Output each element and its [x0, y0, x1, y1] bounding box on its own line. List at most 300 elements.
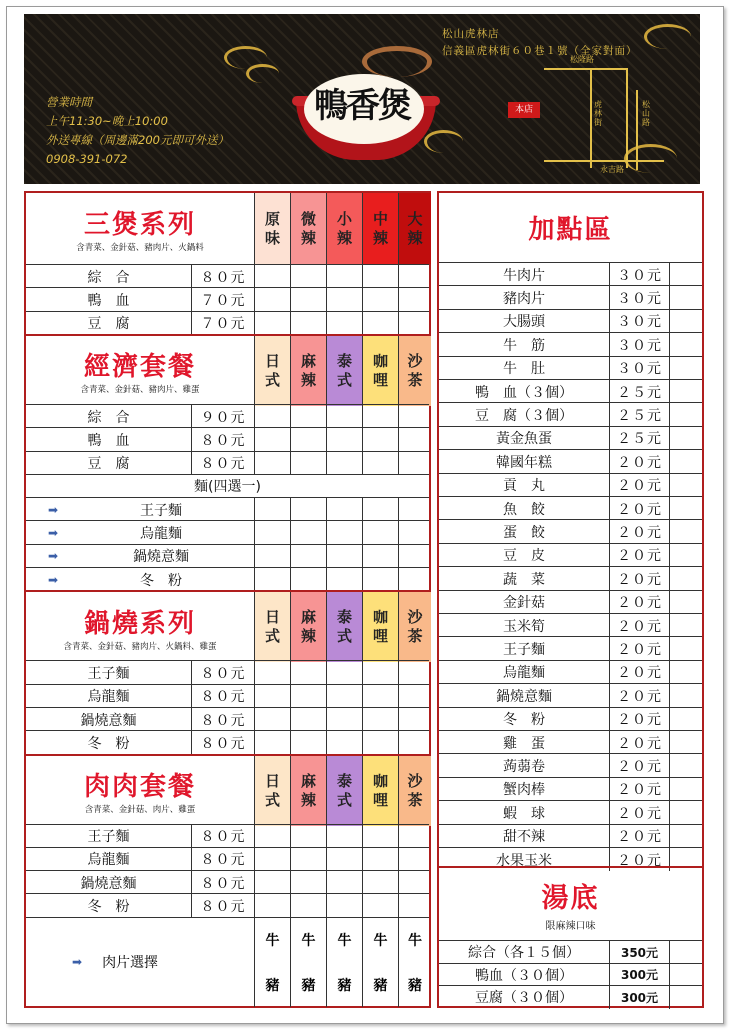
order-checkbox[interactable] [669, 778, 702, 801]
addon-price: ２５元 [609, 403, 669, 426]
item-price: ８０元 [191, 871, 254, 894]
order-checkbox[interactable] [290, 498, 326, 521]
order-checkbox[interactable] [669, 450, 702, 473]
addon-row [439, 332, 702, 356]
flavor-header: 泰式 [326, 756, 362, 826]
order-checkbox[interactable] [398, 405, 431, 428]
order-checkbox[interactable] [290, 545, 326, 568]
order-checkbox[interactable] [254, 452, 290, 475]
menu-row [26, 264, 429, 288]
order-checkbox[interactable] [398, 731, 431, 754]
order-checkbox[interactable] [398, 848, 431, 871]
order-checkbox[interactable] [326, 825, 362, 848]
soup-name: 綜合（各１５個） [468, 945, 580, 962]
addons-title: 加點區 [528, 215, 613, 245]
flavor-header: 日式 [254, 336, 290, 406]
addon-row [439, 824, 702, 848]
item-name: 王子麵 [87, 829, 130, 846]
menu-row [26, 287, 429, 311]
order-checkbox[interactable] [362, 871, 398, 894]
order-checkbox[interactable] [669, 986, 702, 1009]
menu-row [26, 824, 429, 848]
meat-option-beef[interactable]: 牛 [408, 933, 422, 949]
order-checkbox[interactable] [398, 545, 431, 568]
order-checkbox[interactable] [290, 685, 326, 708]
addon-price: ２０元 [609, 497, 669, 520]
order-checkbox[interactable] [669, 591, 702, 614]
addon-price: ３０元 [609, 333, 669, 356]
soup-name: 豆腐（３０個） [475, 990, 573, 1007]
order-checkbox[interactable] [398, 288, 431, 311]
soup-subtitle: 限麻辣口味 [545, 921, 596, 932]
order-checkbox[interactable] [362, 405, 398, 428]
addon-price: ３０元 [609, 310, 669, 333]
addon-price: ２０元 [609, 754, 669, 777]
order-checkbox[interactable] [362, 685, 398, 708]
addon-row [439, 379, 702, 403]
order-checkbox[interactable] [398, 871, 431, 894]
order-checkbox[interactable] [669, 801, 702, 824]
addon-price: ２０元 [609, 708, 669, 731]
addon-row [439, 566, 702, 590]
section-title: 肉肉套餐 [83, 772, 196, 802]
store-address: 信義區虎林街６０巷１號（全家對面） [442, 45, 638, 57]
soup-row [439, 963, 702, 987]
item-price: ９０元 [191, 405, 254, 428]
order-checkbox[interactable] [362, 498, 398, 521]
order-checkbox[interactable] [254, 871, 290, 894]
menu-row [26, 660, 429, 684]
order-checkbox[interactable] [290, 731, 326, 754]
order-checkbox[interactable] [254, 731, 290, 754]
order-checkbox[interactable] [326, 498, 362, 521]
addon-price: ２０元 [609, 778, 669, 801]
order-checkbox[interactable] [362, 428, 398, 451]
section-header-guoshao [26, 590, 429, 662]
addon-price: ２０元 [609, 520, 669, 543]
order-checkbox[interactable] [669, 380, 702, 403]
meat-option-pork[interactable]: 豬 [408, 977, 422, 994]
meat-selection-label: 肉片選擇 [102, 955, 159, 972]
item-name: 豆 腐 [87, 456, 130, 473]
item-name: 鍋燒意麵 [80, 875, 137, 892]
order-checkbox[interactable] [254, 848, 290, 871]
arrow-right-icon: ➡ [48, 549, 59, 564]
addon-name: 牛肉片 [503, 267, 545, 284]
addon-name: 鍋燒意麵 [496, 688, 552, 705]
item-name: 豆 腐 [87, 316, 130, 333]
order-checkbox[interactable] [362, 452, 398, 475]
order-checkbox[interactable] [362, 708, 398, 731]
flavor-header: 麻辣 [290, 756, 326, 826]
order-checkbox[interactable] [362, 545, 398, 568]
section-subtitle: 含青菜、金針菇、豬肉片、雞蛋 [80, 385, 200, 396]
order-checkbox[interactable] [669, 357, 702, 380]
order-checkbox[interactable] [290, 428, 326, 451]
order-checkbox[interactable] [669, 661, 702, 684]
order-checkbox[interactable] [362, 825, 398, 848]
order-checkbox[interactable] [254, 685, 290, 708]
item-name: 鴨 血 [87, 432, 130, 449]
order-checkbox[interactable] [669, 614, 702, 637]
flavor-header: 小辣 [326, 193, 362, 264]
addon-price: ２０元 [609, 567, 669, 590]
order-checkbox[interactable] [290, 825, 326, 848]
noodle-choice-header: 麵(四選一) [26, 474, 429, 498]
order-checkbox[interactable] [669, 754, 702, 777]
menu-row [26, 520, 429, 544]
section-title: 經濟套餐 [83, 352, 196, 383]
meat-option-beef[interactable]: 牛 [373, 933, 388, 949]
soup-row [439, 940, 702, 964]
addon-price: ３０元 [609, 263, 669, 286]
item-name: 王子麵 [87, 665, 130, 682]
addon-price: ２０元 [609, 825, 669, 848]
order-checkbox[interactable] [326, 731, 362, 754]
arrow-right-icon: ➡ [72, 955, 83, 970]
addon-price: ２５元 [609, 380, 669, 403]
header-banner [24, 14, 700, 184]
order-checkbox[interactable] [362, 894, 398, 917]
order-checkbox[interactable] [326, 545, 362, 568]
arrow-right-icon: ➡ [48, 572, 59, 587]
addon-row [439, 660, 702, 684]
order-checkbox[interactable] [290, 848, 326, 871]
order-checkbox[interactable] [398, 452, 431, 475]
cloud-ornament [644, 24, 691, 49]
order-checkbox[interactable] [290, 521, 326, 544]
section-title: 三煲系列 [83, 210, 196, 240]
addon-price: ３０元 [609, 357, 669, 380]
addon-name: 牛 筋 [503, 337, 545, 354]
order-checkbox[interactable] [326, 521, 362, 544]
flavor-header: 日式 [254, 756, 290, 826]
noodle-option: 烏龍麵 [140, 526, 182, 543]
order-checkbox[interactable] [290, 871, 326, 894]
section-header-jingji [26, 334, 429, 406]
order-checkbox[interactable] [290, 405, 326, 428]
addon-row [439, 473, 702, 497]
addon-row [439, 356, 702, 380]
order-checkbox[interactable] [669, 427, 702, 450]
order-checkbox[interactable] [398, 825, 431, 848]
menu-row [26, 567, 429, 591]
order-checkbox[interactable] [254, 894, 290, 917]
menu-row [26, 497, 429, 521]
order-checkbox[interactable] [398, 521, 431, 544]
addon-price: ２０元 [609, 848, 669, 871]
section-subtitle: 含青菜、金針菇、豬肉片、火鍋料 [76, 243, 204, 253]
order-checkbox[interactable] [326, 661, 362, 684]
item-price: ８０元 [191, 661, 254, 684]
addon-price: ２５元 [609, 427, 669, 450]
order-checkbox[interactable] [290, 288, 326, 311]
order-checkbox[interactable] [290, 312, 326, 335]
menu-row [26, 684, 429, 708]
addon-price: ２０元 [609, 591, 669, 614]
order-checkbox[interactable] [669, 825, 702, 848]
addon-name: 烏龍麵 [503, 665, 545, 682]
order-checkbox[interactable] [326, 894, 362, 917]
item-price: ８０元 [191, 428, 254, 451]
order-checkbox[interactable] [669, 941, 702, 964]
menu-row [26, 311, 429, 335]
item-price: ８０元 [191, 708, 254, 731]
order-checkbox[interactable] [254, 708, 290, 731]
order-checkbox[interactable] [669, 333, 702, 356]
soup-price: 300元 [609, 964, 669, 987]
hours-title: 營業時間 [46, 95, 92, 109]
order-checkbox[interactable] [254, 661, 290, 684]
order-checkbox[interactable] [669, 286, 702, 309]
order-checkbox[interactable] [254, 545, 290, 568]
order-checkbox[interactable] [326, 708, 362, 731]
section-subtitle: 含青菜、金針菇、豬肉片、火鍋料、雞蛋 [63, 641, 217, 652]
order-checkbox[interactable] [290, 894, 326, 917]
meat-option-beef[interactable]: 牛 [265, 933, 280, 949]
order-checkbox[interactable] [326, 452, 362, 475]
store-info [442, 26, 638, 60]
addon-name: 蛋 餃 [503, 525, 545, 542]
order-checkbox[interactable] [669, 520, 702, 543]
meat-selection [26, 917, 429, 1007]
location-map [508, 55, 688, 178]
meat-option-pork[interactable]: 豬 [337, 977, 352, 994]
flavor-header: 日式 [254, 592, 290, 662]
order-checkbox[interactable] [362, 521, 398, 544]
menu-row [26, 427, 429, 451]
flavor-header: 微辣 [290, 193, 326, 264]
item-name: 綜 合 [87, 409, 130, 426]
item-price: ８０元 [191, 452, 254, 475]
order-checkbox[interactable] [254, 568, 290, 591]
menu-row [26, 404, 429, 428]
order-checkbox[interactable] [254, 428, 290, 451]
addon-name: 冬 粉 [503, 712, 545, 729]
order-checkbox[interactable] [669, 497, 702, 520]
item-name: 綜 合 [87, 269, 130, 286]
store-name: 松山虎林店 [442, 28, 500, 40]
order-checkbox[interactable] [669, 964, 702, 987]
soup-name: 鴨血（３０個） [475, 967, 573, 984]
addon-name: 黃金魚蛋 [496, 431, 552, 448]
item-price: ８０元 [191, 265, 254, 288]
cloud-ornament [246, 64, 279, 83]
order-checkbox[interactable] [398, 708, 431, 731]
noodle-option: 冬 粉 [140, 572, 182, 589]
map-road-right: 松山路 [642, 100, 650, 127]
addon-row [439, 753, 702, 777]
menu-row [26, 544, 429, 568]
order-checkbox[interactable] [398, 498, 431, 521]
order-checkbox[interactable] [290, 568, 326, 591]
item-price: ８０元 [191, 731, 254, 754]
order-checkbox[interactable] [326, 568, 362, 591]
menu-row [26, 707, 429, 731]
item-price: ８０元 [191, 825, 254, 848]
soup-price: 350元 [609, 941, 669, 964]
addon-name: 貢 丸 [503, 478, 545, 495]
order-checkbox[interactable] [254, 825, 290, 848]
addon-row [439, 285, 702, 309]
addon-row [439, 730, 702, 754]
menu-row [26, 730, 429, 754]
order-checkbox[interactable] [362, 265, 398, 288]
order-checkbox[interactable] [398, 661, 431, 684]
order-checkbox[interactable] [669, 403, 702, 426]
order-checkbox[interactable] [326, 288, 362, 311]
order-checkbox[interactable] [254, 521, 290, 544]
addon-row [439, 519, 702, 543]
arrow-right-icon: ➡ [48, 502, 59, 517]
addon-name: 甜不辣 [503, 829, 545, 846]
flavor-header: 沙茶 [398, 592, 431, 662]
addon-row [439, 590, 702, 614]
addon-row [439, 636, 702, 660]
addon-name: 豆 皮 [503, 548, 545, 565]
order-checkbox[interactable] [362, 288, 398, 311]
addons-panel [437, 191, 704, 868]
meat-option-beef[interactable]: 牛 [337, 933, 352, 949]
logo-text: 鴨香煲 [314, 86, 410, 126]
order-checkbox[interactable] [669, 474, 702, 497]
addon-row [439, 262, 702, 286]
noodle-option: 王子麵 [140, 502, 182, 519]
business-hours [46, 93, 229, 169]
addon-row [439, 449, 702, 473]
order-checkbox[interactable] [398, 428, 431, 451]
map-road-left: 虎林街 [594, 100, 602, 127]
addon-row [439, 777, 702, 801]
order-checkbox[interactable] [669, 731, 702, 754]
flavor-header: 麻辣 [290, 336, 326, 406]
item-price: ７０元 [191, 312, 254, 335]
order-checkbox[interactable] [669, 263, 702, 286]
flavor-header: 泰式 [326, 592, 362, 662]
order-checkbox[interactable] [398, 685, 431, 708]
addon-name: 豬肉片 [503, 291, 545, 308]
item-name: 鴨 血 [87, 292, 130, 309]
addon-row [439, 426, 702, 450]
addon-name: 蒟蒻卷 [503, 759, 545, 776]
order-checkbox[interactable] [669, 708, 702, 731]
order-checkbox[interactable] [326, 685, 362, 708]
addon-row [439, 402, 702, 426]
addon-name: 蟹肉棒 [503, 782, 545, 799]
soup-title: 湯底 [541, 883, 600, 914]
meat-option-pork[interactable]: 豬 [301, 977, 316, 994]
arrow-right-icon: ➡ [48, 526, 59, 541]
addon-name: 王子麵 [503, 642, 545, 659]
flavor-header: 咖哩 [362, 592, 398, 662]
addon-row [439, 543, 702, 567]
order-checkbox[interactable] [669, 544, 702, 567]
section-subtitle: 含青菜、金針菇、肉片、雞蛋 [84, 805, 196, 815]
addon-price: ３０元 [609, 286, 669, 309]
order-checkbox[interactable] [254, 498, 290, 521]
meat-option-pork[interactable]: 豬 [373, 977, 388, 994]
map-road-top: 松隆路 [570, 55, 594, 64]
item-price: ７０元 [191, 288, 254, 311]
addon-price: ２０元 [609, 661, 669, 684]
addon-price: ２０元 [609, 474, 669, 497]
order-checkbox[interactable] [669, 310, 702, 333]
flavor-header: 大辣 [398, 193, 431, 264]
flavor-header: 原味 [254, 193, 290, 264]
order-checkbox[interactable] [398, 568, 431, 591]
order-checkbox[interactable] [326, 871, 362, 894]
addon-price: ２０元 [609, 614, 669, 637]
order-checkbox[interactable] [290, 708, 326, 731]
soup-panel [437, 866, 704, 1008]
menu-row [26, 870, 429, 894]
steam-icon [362, 46, 432, 77]
order-checkbox[interactable] [254, 405, 290, 428]
flavor-header: 咖哩 [362, 336, 398, 406]
order-checkbox[interactable] [290, 452, 326, 475]
order-checkbox[interactable] [398, 894, 431, 917]
menu-row [26, 451, 429, 475]
order-checkbox[interactable] [362, 661, 398, 684]
addon-price: ２０元 [609, 544, 669, 567]
order-checkbox[interactable] [290, 265, 326, 288]
addon-row [439, 707, 702, 731]
order-checkbox[interactable] [669, 637, 702, 660]
order-checkbox[interactable] [362, 568, 398, 591]
item-name: 烏龍麵 [87, 689, 130, 706]
addon-name: 水果玉米 [496, 852, 552, 869]
menu-row [26, 893, 429, 917]
addon-name: 金針菇 [503, 595, 545, 612]
main-menu-panel [24, 191, 431, 1008]
addon-price: ２０元 [609, 684, 669, 707]
order-checkbox[interactable] [669, 684, 702, 707]
meat-option-beef[interactable]: 牛 [301, 933, 316, 949]
order-checkbox[interactable] [362, 848, 398, 871]
order-checkbox[interactable] [254, 288, 290, 311]
soup-price: 300元 [609, 986, 669, 1009]
addon-price: ２０元 [609, 801, 669, 824]
flavor-header: 中辣 [362, 193, 398, 264]
order-checkbox[interactable] [398, 265, 431, 288]
addon-price: ２０元 [609, 731, 669, 754]
addon-row [439, 613, 702, 637]
addon-name: 蔬 菜 [503, 571, 545, 588]
order-checkbox[interactable] [326, 265, 362, 288]
order-checkbox[interactable] [362, 731, 398, 754]
order-checkbox[interactable] [254, 265, 290, 288]
meat-option-pork[interactable]: 豬 [265, 977, 280, 994]
item-name: 冬 粉 [87, 735, 130, 752]
order-checkbox[interactable] [290, 661, 326, 684]
order-checkbox[interactable] [398, 312, 431, 335]
flavor-header: 沙茶 [398, 756, 431, 826]
order-checkbox[interactable] [669, 567, 702, 590]
flavor-header: 咖哩 [362, 756, 398, 826]
item-name: 冬 粉 [87, 899, 130, 916]
addon-name: 鴨 血（３個） [475, 384, 573, 401]
order-checkbox[interactable] [326, 848, 362, 871]
phone-number: 0908-391-072 [46, 152, 128, 166]
order-checkbox[interactable] [326, 312, 362, 335]
order-checkbox[interactable] [362, 312, 398, 335]
map-store-marker: 本店 [508, 102, 540, 118]
order-checkbox[interactable] [326, 405, 362, 428]
addon-price: ２０元 [609, 450, 669, 473]
section-title: 鍋燒系列 [83, 608, 196, 639]
order-checkbox[interactable] [254, 312, 290, 335]
order-checkbox[interactable] [326, 428, 362, 451]
